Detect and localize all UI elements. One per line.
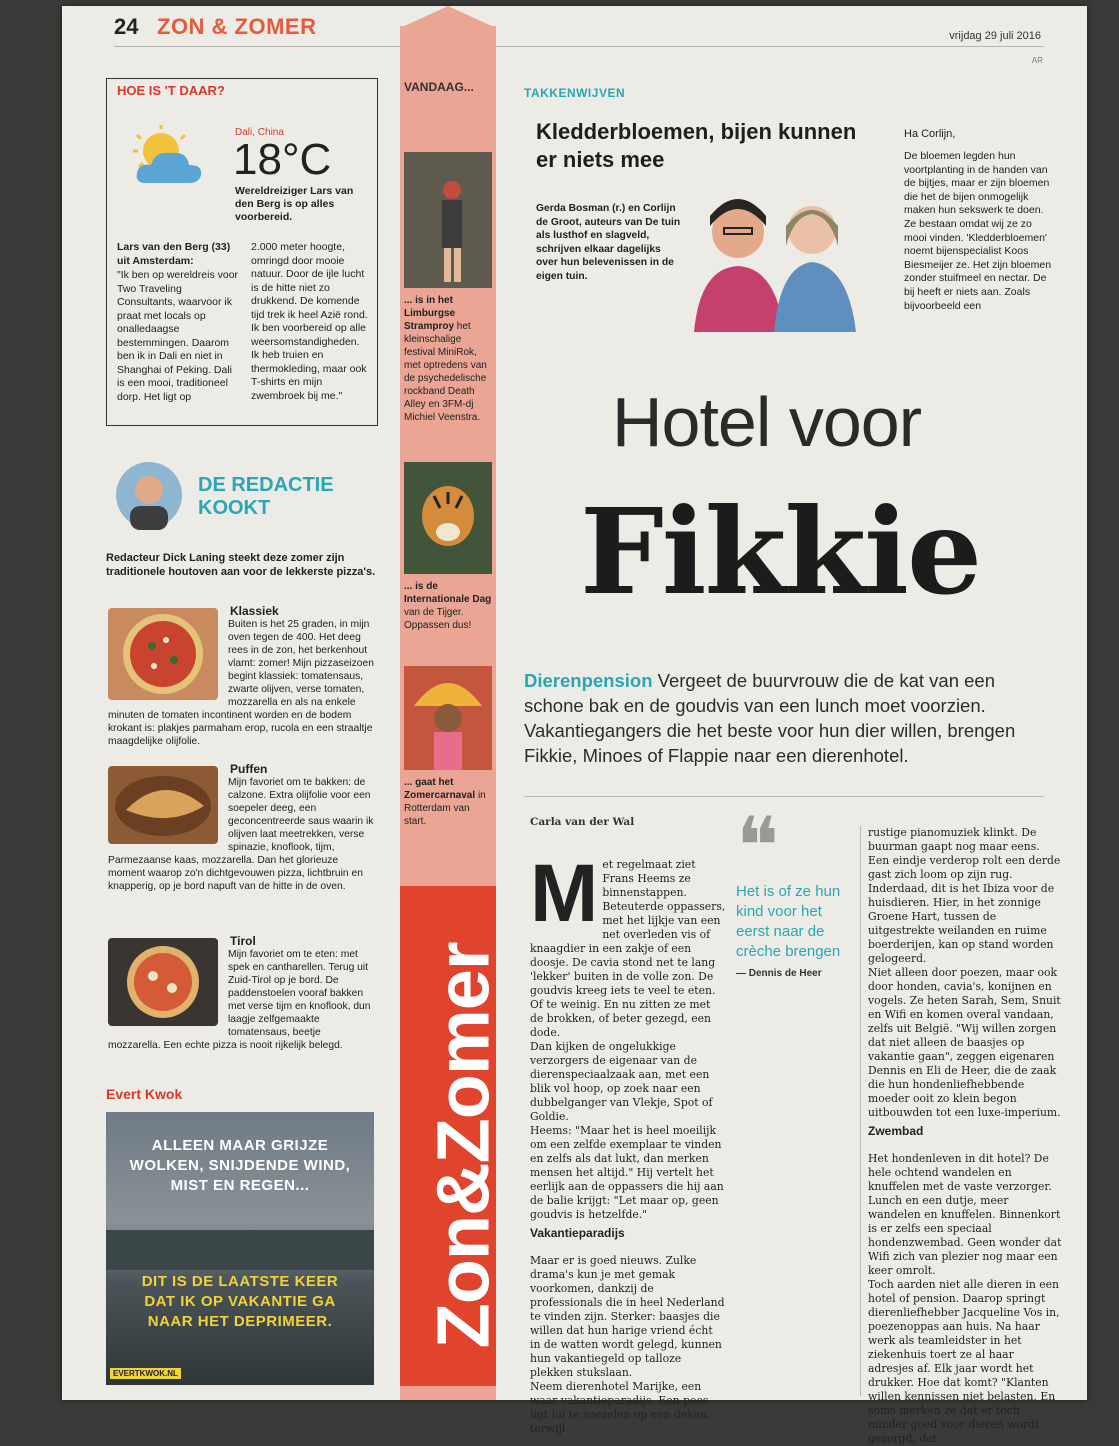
newspaper-page bbox=[62, 6, 1087, 1445]
today-item-3-text: in Rotterdam van start. bbox=[404, 790, 486, 827]
weather-temperature: 18°C bbox=[233, 135, 332, 184]
recipe-title-puffen: Puffen bbox=[230, 762, 268, 776]
page-code: AR bbox=[1031, 56, 1043, 65]
weather-intro: Lars van den Berg (33) uit Amsterdam: bbox=[117, 241, 231, 267]
article-col1-text: et regelmaat ziet Frans Heems ze binnenstappen. Beteuterde oppassers, met het lijkje van een net overleden vis of knaagdier in een zakje of een doosje. De cavia stond net te lang 'lekker' buiten in de volle zon. De goudvis kreeg iets te veel te eten. Of te weinig. En nu zitten ze met de brokken, of beter gezegd, een dode. Dan kijken de ongelukkige verzorgers de eigenaar van de dierenspeciaalzaak aan, met een blik vol hoop, op zoek naar een dubbelganger van Vlekje, Spot of Goldie. Heems: "Maar het is heel moeilijk om een zelfde exemplaar te vinden en zelfs als dat lukt, dan merken mensen het altijd." Hij vertelt het eerlijk aan de oppassers die hij aan de balie krijgt: "Let maar op, geen goudvis is hetzelfde." bbox=[530, 858, 726, 1221]
evert-kwok-ad bbox=[106, 1112, 374, 1385]
article-col1b-text: Maar er is goed nieuws. Zulke drama's kun je met gemak voorkomen, dankzij de professionals die in heel Nederland te vinden zijn. Sterker: baasjes die willen dat hun harige vriend écht in de watten wordt gelegd, kunnen hun vakantiegeld op talloze plekken stukslaan. Neem dierenhotel Marijke, een waar vakantieparadijs. Een poes ligt lui te soezelen op een deken, terwijl bbox=[530, 1254, 725, 1435]
quote-mark-icon: ❝ bbox=[736, 800, 780, 893]
garden-text: De bloemen legden hun voortplanting in de handen van de bijtjes, maar er zijn bloemen die het de bijen onmogelijk maken hun sekswerk te doen. Ze bestaan omdat wij ze zo mooi vinden. 'Kledderbloemen' noemt bijenspecialist Koos Biesmeijer ze. Het zijn bloemen zonder stuifmeel en nectar. De bij heeft er niets aan. Zoals bijvoorbeeld een bbox=[904, 150, 1052, 312]
authors-photo bbox=[690, 186, 858, 332]
stripe-arrow bbox=[400, 6, 496, 28]
today-photo-carnaval bbox=[404, 666, 492, 770]
weather-col2: 2.000 meter hoogte, omringd door mooie natuur. Door de ijle lucht is de hitte niet zo drukkend. De komende tijd trek ik heel Azië rond. Ik ben voorbereid op alle weersomstandigheden. Ik heb truien en thermokleding, maar ook T-shirts en mijn zwembroek bij me." bbox=[251, 241, 368, 402]
today-photo-festival bbox=[404, 152, 492, 288]
today-item-2-lead: ... is de Internationale Dag bbox=[404, 581, 492, 605]
garden-greeting: Ha Corlijn, bbox=[904, 128, 956, 140]
ad-label: Evert Kwok bbox=[106, 1086, 183, 1102]
recipe-text-tirol-body: Mijn favoriet om te eten: met spek en cantharellen. Terug uit Zuid-Tirol op je bord. De paddenstoelen vooraf bakken met verse tijm en knoflook, dun laagje zelfgemaakte tomatensaus, beetje mozzarella. Een echte pizza is nooit rijkelijk belegd. bbox=[108, 949, 371, 1051]
article-col3-text: rustige pianomuziek klinkt. De buurman gaapt nog maar eens. Een eindje verderop rolt een derde gast zich loom op zijn rug. Inderdaad, dit is het Ibiza voor de huisdieren. Hier, in het zonnige Groene Hart, tussen de uitgestrekte weilanden en ruime boerderijen, kan op stand worden gelogeerd. Niet alleen door poezen, maar ook door honden, cavia's, konijnen en vogels. Ze heten Sarah, Sem, Snuit en Wifi en komen overal vandaan, zelfs uit België. "Wij willen zorgen dat niet alleen de baasjes op vakantie gaan", zeggen eigenaren Dennis en Eli de Heer, die de zaak die hun hondenliefhebbende moeder ooit zo klein begon uitbouwden tot een luxe-imperium. bbox=[868, 826, 1061, 1119]
headline-line1: Hotel voor bbox=[612, 383, 922, 461]
weather-caption: Wereldreiziger Lars van den Berg is op alles voorbereid. bbox=[235, 185, 354, 223]
header-rule bbox=[114, 46, 1044, 47]
kitchen-heading-line1: DE REDACTIE bbox=[198, 474, 334, 496]
article-col3 bbox=[868, 812, 1062, 1445]
today-item-1-text: het kleinschalige festival MiniRok, met optredens van de psychedelische rockband Death Alley en 3FM-dj Michiel Veenstra. bbox=[404, 321, 487, 423]
feature-lead-text: Vergeet de buurvrouw die de kat van een schone bak en de goudvis van een lunch moet voorzien. Vakantiegangers die het beste voor hun dier willen, brengen Fikkie, Minoes of Flappie naar een dierenhotel. bbox=[524, 670, 1016, 766]
weather-location: Dali, China bbox=[235, 127, 284, 138]
column-rule bbox=[860, 826, 861, 1396]
today-heading: VANDAAG... bbox=[404, 80, 474, 94]
feature-lead bbox=[524, 668, 1044, 768]
today-item-1-lead: ... is in het Limburgse Stramproy bbox=[404, 295, 456, 332]
today-item-2 bbox=[404, 580, 492, 632]
ad-top-text: ALLEEN MAAR GRIJZE WOLKEN, SNIJDENDE WIND, MIST EN REGEN... bbox=[129, 1137, 351, 1194]
editor-avatar bbox=[116, 462, 182, 528]
garden-label: TAKKENWIJVEN bbox=[524, 86, 626, 100]
subhead-zwembad: Zwembad bbox=[868, 1124, 924, 1138]
pull-quote bbox=[736, 800, 854, 1012]
recipe-title-klassiek: Klassiek bbox=[230, 604, 279, 618]
kitchen-intro: Redacteur Dick Laning steekt deze zomer zijn traditionele houtoven aan voor de lekkerste pizza's. bbox=[106, 552, 376, 578]
section-title: ZON & ZOMER bbox=[157, 14, 317, 39]
byline: Carla van der Wal bbox=[530, 816, 635, 828]
article-col1 bbox=[530, 844, 726, 1435]
kitchen-heading-line2: KOOKT bbox=[198, 497, 271, 519]
recipe-text-klassiek-body: Buiten is het 25 graden, in mijn oven tegen de 400. Het deeg rees in de zon, het berkenhout vlamt: zomer! Mijn pizzaseizoen begint klassiek: tomatensaus, zwarte olijven, verse tomaten, mozzarella en als na enkele minuten de tomaten incontinent worden en de bodem krokant is: plakjes parmaham erop, rucola en een straaltje maagdelijke olijfolie. bbox=[108, 619, 374, 747]
today-item-1 bbox=[404, 294, 492, 424]
subhead-vakantieparadijs: Vakantieparadijs bbox=[530, 1226, 625, 1240]
kitchen-heading bbox=[198, 474, 334, 520]
headline-line2: Fikkie bbox=[580, 482, 981, 621]
page-number: 24 bbox=[114, 14, 139, 39]
issue-date: vrijdag 29 juli 2016 bbox=[949, 30, 1041, 42]
ad-url: EVERTKWOK.NL bbox=[110, 1368, 181, 1379]
weather-col1: "Ik ben op wereldreis voor Two Traveling Consultants, waarvoor ik praat met locals op onalledaagse bestemmingen. Daarom ben ik in Dali en niet in Shanghai of Peking. Dali is een mooi, traditioneel dorp. Het ligt op bbox=[117, 269, 239, 403]
ad-hills bbox=[106, 1230, 374, 1270]
drop-cap: M bbox=[530, 848, 599, 939]
article-col3b-text: Het hondenleven in dit hotel? De hele ochtend wandelen en knuffelen met de vaste verzorger. Lunch en een dutje, meer wandelen en knuffelen. Binnenkort is er zelfs een speciaal hondenzwembad. Geen wonder dat Wifi zich van plezier nog maar een keer omrolt. Toch aarden niet alle dieren in een hotel of pension. Daarop springt dierenliefhebber Jacqueline Vos in, poezenoppas aan huis. Na haar werk als teamleidster in het ziekenhuis toert ze al haar adresjes af. Elk jaar wordt het drukker. Hoe dat komt? "Klanten willen kennissen niet belasten. En soms merken ze dat er toch minder goed voor dieren wordt gezorgd, dat bbox=[868, 1152, 1062, 1445]
recipe-title-tirol: Tirol bbox=[230, 934, 256, 948]
ad-bottom-text: DIT IS DE LAATSTE KEER DAT IK OP VAKANTIE GA NAAR HET DEPRIMEER. bbox=[141, 1273, 339, 1330]
weather-heading: HOE IS 'T DAAR? bbox=[117, 83, 225, 98]
recipe-text-puffen bbox=[108, 776, 376, 924]
lead-rule bbox=[524, 796, 1044, 797]
weather-box bbox=[106, 78, 378, 426]
quote-text: Het is of ze hun kind voor het eerst naar de crèche brengen bbox=[736, 883, 841, 960]
zon-zomer-vertical-logo: Zon&Zomer bbox=[421, 942, 505, 1349]
today-photo-tiger bbox=[404, 462, 492, 574]
weather-icon bbox=[125, 121, 211, 191]
garden-title: Kledderbloemen, bijen kunnen er niets mee bbox=[536, 119, 857, 172]
today-item-3 bbox=[404, 776, 492, 828]
recipe-text-klassiek bbox=[108, 618, 376, 747]
recipe-text-puffen-body: Mijn favoriet om te bakken: de calzone. Extra olijfolie voor een soepeler deeg, een geconcentreerde saus waarin ik olijven laat meetrekken, verse spinazie, knoflook, tijm, Parmezaanse kaas, mozzarella. Dan het glorieuze moment waarop zo'n dichtgevouwen pizza, lichtbruin en knapperig, op je bord napuft van de hitte in de oven. bbox=[108, 777, 374, 892]
today-item-3-lead: ... gaat het Zomercarnaval bbox=[404, 777, 476, 801]
garden-intro: Gerda Bosman (r.) en Corlijn de Groot, auteurs van De tuin als lusthof en slagveld, schrijven elkaar dagelijks over hun belevenissen in de eigen tuin. bbox=[536, 203, 681, 282]
recipe-text-tirol bbox=[108, 948, 376, 1060]
today-item-2-text: van de Tijger. Oppassen dus! bbox=[404, 607, 472, 631]
feature-kicker: Dierenpension bbox=[524, 670, 653, 691]
quote-author: — Dennis de Heer bbox=[736, 968, 822, 979]
